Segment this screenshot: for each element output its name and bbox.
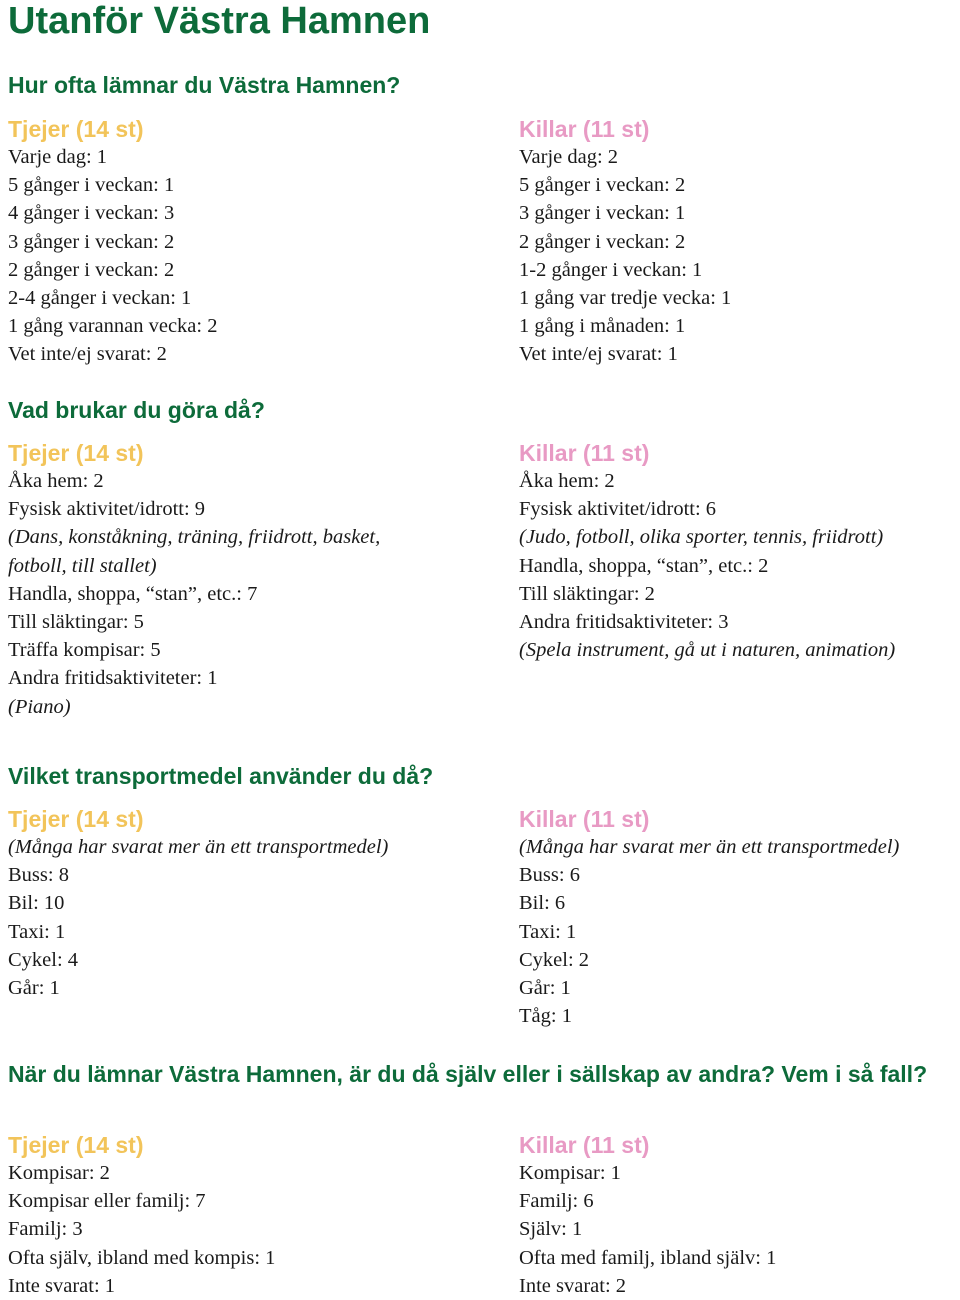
section-question: Vilket transportmedel använder du då? — [8, 763, 434, 789]
boys-column — [519, 115, 959, 369]
section-question: När du lämnar Västra Hamnen, är du då själv eller i sällskap av andra? Vem i så fall? — [8, 1061, 928, 1087]
answer-line: 1 gång varannan vecka: 2 — [8, 315, 218, 338]
girls-header: Tjejer (14 st) — [8, 1132, 144, 1158]
boys-header: Killar (11 st) — [519, 1132, 650, 1158]
answer-note: (Judo, fotboll, olika sporter, tennis, friidrott) — [519, 526, 884, 549]
answer-note: (Dans, konståkning, träning, friidrott, basket, — [8, 526, 381, 549]
answer-line: 2 gånger i veckan: 2 — [519, 230, 686, 253]
girls-column — [8, 115, 448, 369]
answer-line: Vet inte/ej svarat: 2 — [8, 343, 167, 366]
answer-line: Andra fritidsaktiviteter: 3 — [519, 611, 729, 634]
answer-line: 1 gång i månaden: 1 — [519, 315, 686, 338]
boys-column — [519, 1131, 959, 1300]
answer-note: fotboll, till stallet) — [8, 554, 157, 577]
answer-line: Taxi: 1 — [8, 920, 66, 943]
answer-line: Går: 1 — [519, 977, 571, 1000]
answer-line: Fysisk aktivitet/idrott: 6 — [519, 498, 717, 521]
answer-note: (Många har svarat mer än ett transportmedel) — [519, 836, 900, 858]
answer-line: 1 gång var tredje vecka: 1 — [519, 287, 732, 310]
girls-header: Tjejer (14 st) — [8, 806, 144, 832]
answer-line: Åka hem: 2 — [519, 470, 615, 492]
boys-header: Killar (11 st) — [519, 440, 650, 466]
girls-column — [8, 1131, 448, 1300]
answer-line: Buss: 6 — [519, 864, 580, 887]
answer-line: 2 gånger i veckan: 2 — [8, 258, 175, 281]
answer-line: 3 gånger i veckan: 1 — [519, 202, 686, 225]
answer-line: Själv: 1 — [519, 1218, 583, 1241]
answer-line: Till släktingar: 2 — [519, 582, 655, 605]
answer-line: 3 gånger i veckan: 2 — [8, 230, 175, 253]
answer-line: 2-4 gånger i veckan: 1 — [8, 287, 192, 310]
answer-line: Ofta med familj, ibland själv: 1 — [519, 1246, 777, 1269]
answer-line: 1-2 gånger i veckan: 1 — [519, 258, 703, 281]
answer-line: Cykel: 4 — [8, 948, 79, 971]
answer-line: Kompisar: 1 — [519, 1162, 621, 1184]
boys-header: Killar (11 st) — [519, 116, 650, 142]
answer-line: Inte svarat: 2 — [519, 1274, 627, 1297]
answer-line: 5 gånger i veckan: 1 — [8, 174, 175, 197]
girls-column — [8, 439, 448, 721]
answer-note: (Piano) — [8, 695, 71, 718]
answer-line: Går: 1 — [8, 977, 60, 1000]
answer-line: Till släktingar: 5 — [8, 611, 144, 634]
answer-line: Åka hem: 2 — [8, 470, 104, 492]
answer-line: Handla, shoppa, “stan”, etc.: 7 — [8, 582, 258, 605]
girls-header: Tjejer (14 st) — [8, 116, 144, 142]
answer-line: Buss: 8 — [8, 864, 69, 887]
answer-line: Tåg: 1 — [519, 1005, 572, 1028]
section-question: Hur ofta lämnar du Västra Hamnen? — [8, 72, 401, 98]
section-question: Vad brukar du göra då? — [8, 397, 265, 423]
boys-header: Killar (11 st) — [519, 806, 650, 832]
answer-line: Andra fritidsaktiviteter: 1 — [8, 667, 218, 690]
answer-line: Vet inte/ej svarat: 1 — [519, 343, 678, 366]
answer-line: Taxi: 1 — [519, 920, 577, 943]
answer-note: (Spela instrument, gå ut i naturen, animation) — [519, 639, 896, 662]
answer-line: Ofta själv, ibland med kompis: 1 — [8, 1246, 276, 1269]
answer-line: Kompisar eller familj: 7 — [8, 1190, 206, 1213]
answer-line: Cykel: 2 — [519, 948, 590, 971]
answer-line: Varje dag: 1 — [8, 146, 108, 168]
girls-header: Tjejer (14 st) — [8, 440, 144, 466]
answer-line: Familj: 6 — [519, 1190, 594, 1213]
boys-column — [519, 805, 959, 1030]
page-title: Utanför Västra Hamnen — [8, 0, 431, 42]
answer-line: Fysisk aktivitet/idrott: 9 — [8, 498, 206, 521]
answer-line: Kompisar: 2 — [8, 1162, 110, 1184]
answer-line: Varje dag: 2 — [519, 146, 619, 168]
answer-line: Inte svarat: 1 — [8, 1274, 116, 1297]
answer-line: Handla, shoppa, “stan”, etc.: 2 — [519, 554, 769, 577]
answer-line: Träffa kompisar: 5 — [8, 639, 161, 662]
answer-line: Bil: 6 — [519, 892, 566, 915]
answer-line: Bil: 10 — [8, 892, 65, 915]
girls-column — [8, 805, 448, 1002]
boys-column — [519, 439, 959, 664]
answer-note: (Många har svarat mer än ett transportmedel) — [8, 836, 389, 858]
answer-line: 5 gånger i veckan: 2 — [519, 174, 686, 197]
answer-line: 4 gånger i veckan: 3 — [8, 202, 175, 225]
answer-line: Familj: 3 — [8, 1218, 83, 1241]
